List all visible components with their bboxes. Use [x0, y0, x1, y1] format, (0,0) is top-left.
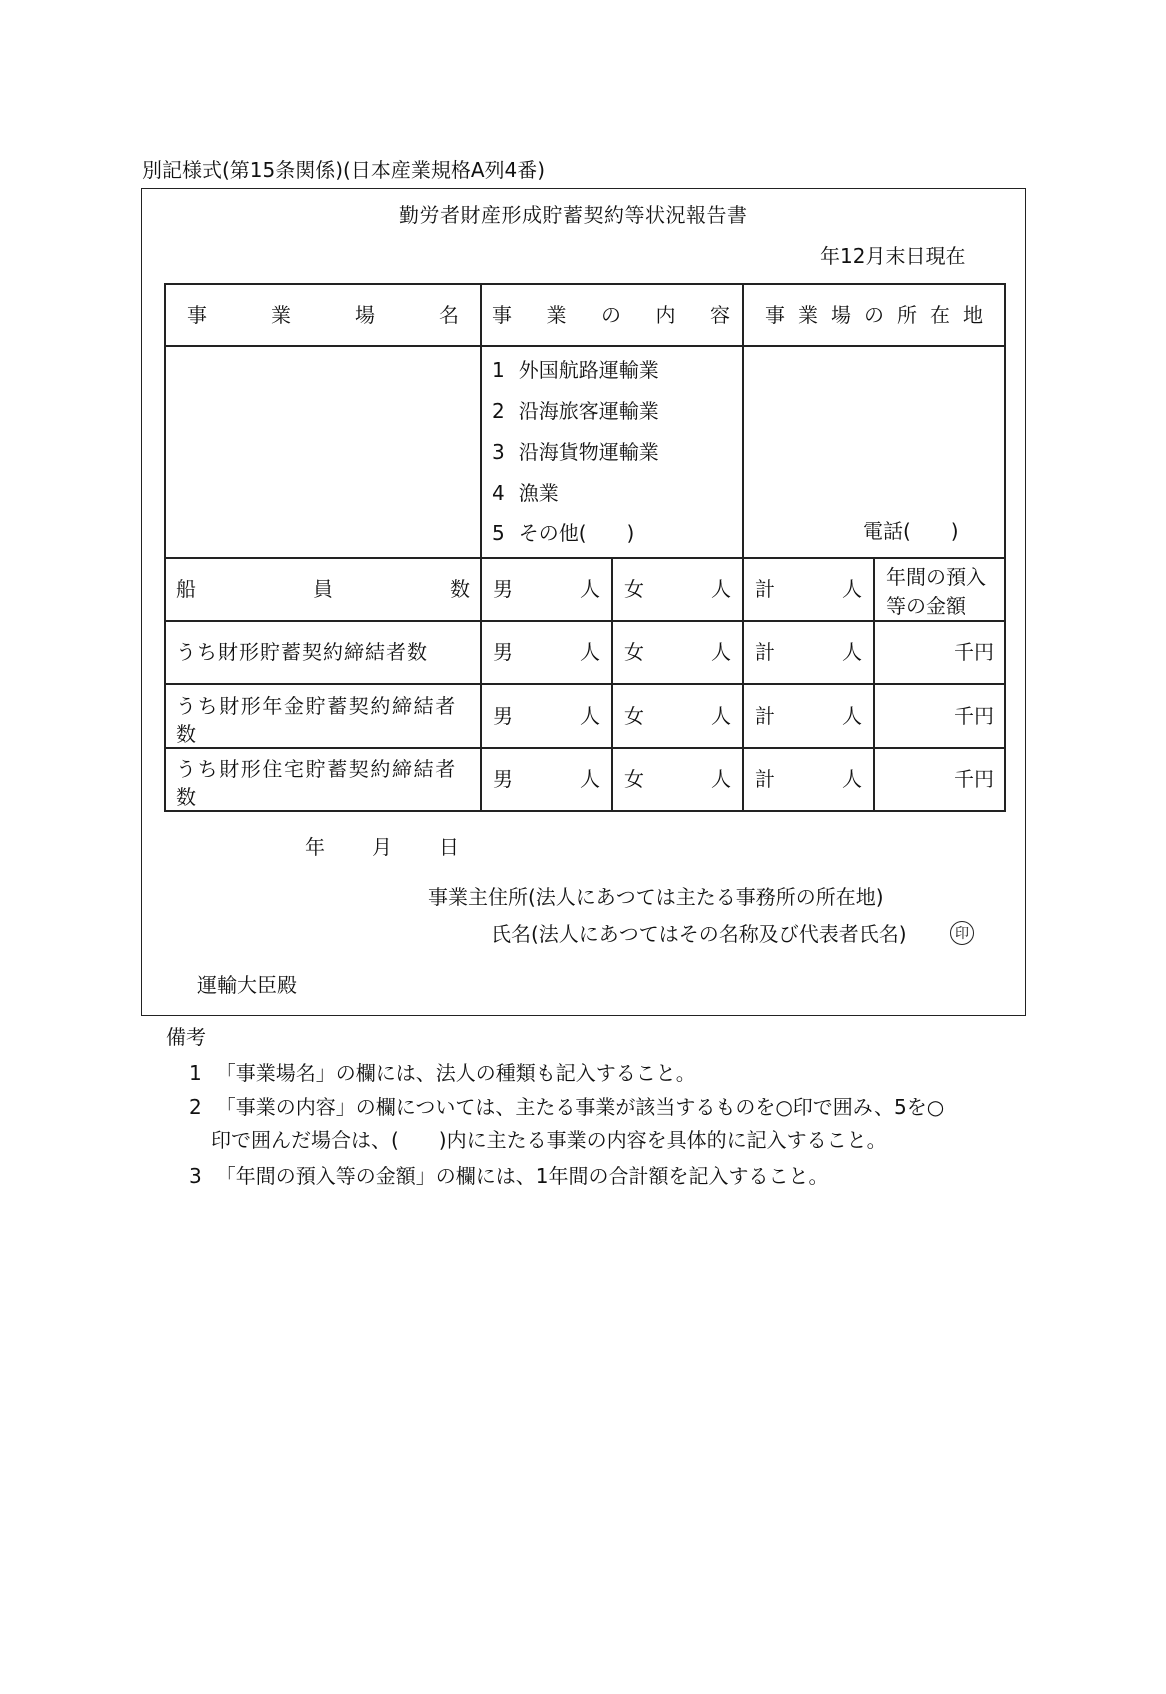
business-option-5: 5 その他( )	[492, 521, 635, 545]
crew-total: 計 人	[755, 577, 862, 601]
date-day: 日	[439, 835, 459, 859]
business-option-3: 3 沿海貨物運輸業	[492, 440, 659, 464]
note-1: 1 「事業場名」の欄には、法人の種類も記入すること。	[189, 1061, 696, 1085]
savings-male: 男 人	[493, 640, 600, 664]
savings-amount: 千円	[954, 640, 994, 664]
form-label: 別記様式(第15条関係)(日本産業規格A列4番)	[142, 158, 546, 182]
housing-female: 女 人	[624, 767, 731, 791]
header-workplace-name: 事 業 場 名	[187, 303, 459, 327]
seal-icon: 印	[950, 921, 974, 945]
crew-female: 女 人	[624, 577, 731, 601]
employer-address: 事業主住所(法人にあつては主たる事務所の所在地)	[428, 885, 884, 909]
form-title: 勤労者財産形成貯蓄契約等状況報告書	[399, 203, 748, 227]
note-2-continued: 印で囲んだ場合は、( )内に主たる事業の内容を具体的に記入すること。	[211, 1128, 887, 1152]
pension-female: 女 人	[624, 704, 731, 728]
housing-amount: 千円	[954, 767, 994, 791]
grid-line	[742, 283, 744, 812]
grid-line	[480, 283, 482, 812]
note-3: 3 「年間の預入等の金額」の欄には、1年間の合計額を記入すること。	[189, 1164, 829, 1188]
date-year: 年	[305, 835, 325, 859]
grid-line	[1004, 283, 1006, 812]
grid-line	[164, 345, 1005, 347]
pension-male: 男 人	[493, 704, 600, 728]
grid-line	[611, 557, 613, 812]
savings-female: 女 人	[624, 640, 731, 664]
row-label-pension: うち財形年金貯蓄契約締結者 数	[176, 694, 457, 746]
crew-count-label: 船 員 数	[176, 577, 470, 601]
phone-label: 電話( )	[863, 519, 959, 543]
pension-amount: 千円	[954, 704, 994, 728]
grid-line	[873, 557, 875, 812]
grid-line	[164, 283, 166, 812]
grid-line	[164, 620, 1005, 622]
annual-amount-header: 年間の預入 等の金額	[886, 565, 986, 618]
header-business-content: 事 業 の 内 容	[492, 303, 730, 327]
grid-line	[164, 683, 1005, 685]
date-month: 月	[372, 835, 392, 859]
pension-total: 計 人	[755, 704, 862, 728]
notes-heading: 備考	[166, 1025, 206, 1049]
row-label-housing: うち財形住宅貯蓄契約締結者 数	[176, 757, 457, 809]
crew-male: 男 人	[493, 577, 600, 601]
employer-name: 氏名(法人にあつてはその名称及び代表者氏名)	[491, 922, 907, 946]
addressee: 運輸大臣殿	[197, 973, 297, 997]
note-2: 2 「事業の内容」の欄については、主たる事業が該当するものを○印で囲み、5を○	[189, 1095, 945, 1119]
row-label-savings: うち財形貯蓄契約締結者数	[176, 640, 428, 664]
grid-line	[164, 557, 1005, 559]
as-of-date: 年12月末日現在	[820, 244, 966, 268]
savings-total: 計 人	[755, 640, 862, 664]
housing-total: 計 人	[755, 767, 862, 791]
header-workplace-location: 事 業 場 の 所 在 地	[765, 303, 983, 327]
business-option-4: 4 漁業	[492, 481, 559, 505]
housing-male: 男 人	[493, 767, 600, 791]
business-option-2: 2 沿海旅客運輸業	[492, 399, 659, 423]
business-option-1: 1 外国航路運輸業	[492, 358, 659, 382]
grid-line	[164, 283, 1005, 285]
